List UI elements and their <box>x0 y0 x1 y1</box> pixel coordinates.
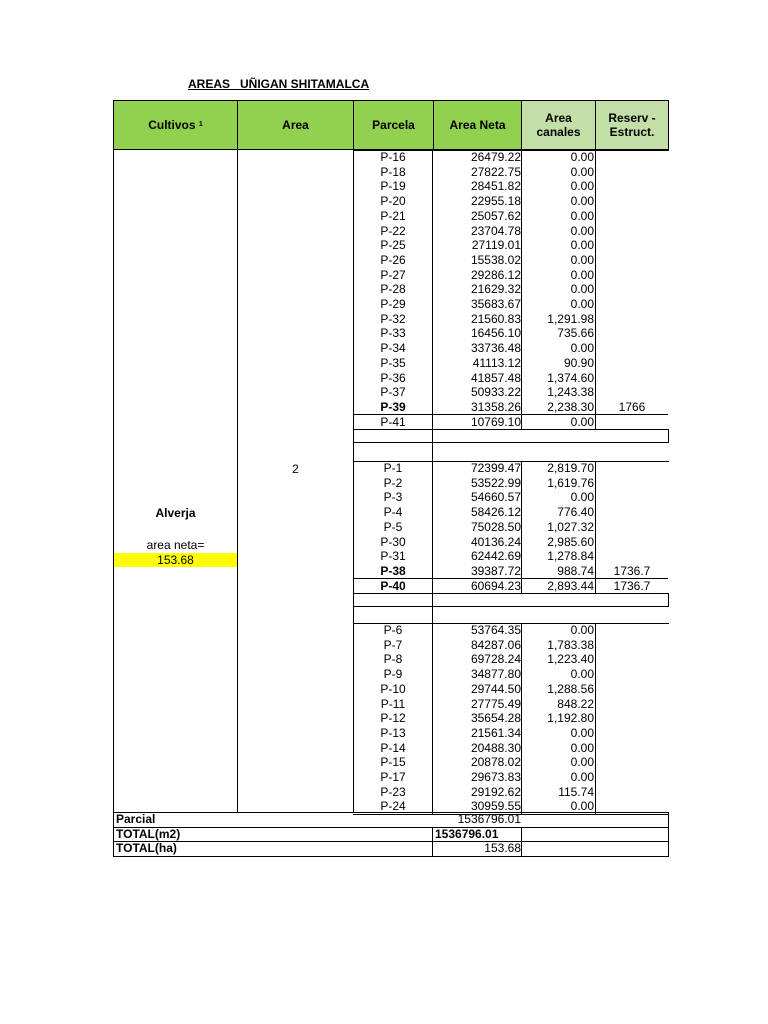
parcela-cell: P-12 <box>380 711 406 725</box>
area-neta-cell: 69728.24 <box>470 652 521 666</box>
area-neta-cell: 50933.22 <box>470 385 521 399</box>
reserv-cell <box>596 697 668 711</box>
area-neta-cell: 29744.50 <box>470 682 521 696</box>
area-canales-cell: 848.22 <box>557 697 594 711</box>
parcial-value: 1536796.01 <box>457 812 521 826</box>
reserv-divider <box>595 150 596 429</box>
area-canales-cell: 2,893.44 <box>547 579 594 593</box>
area-neta-cell: 16456.10 <box>470 326 521 340</box>
area-neta-highlight: 153.68 <box>114 553 237 567</box>
parcela-cell: P-29 <box>380 297 406 311</box>
area-canales-cell: 2,238.30 <box>547 400 594 414</box>
area-canales-cell: 1,278.84 <box>547 549 594 563</box>
parcela-cell: P-35 <box>380 356 406 370</box>
reserv-divider <box>595 461 596 593</box>
spacer-divider <box>432 429 433 442</box>
area-neta-cell: 25057.62 <box>470 209 521 223</box>
area-canales-cell: 0.00 <box>570 755 594 769</box>
spacer-line <box>353 442 669 443</box>
table-left-border <box>113 150 114 857</box>
area-neta-cell: 39387.72 <box>470 564 521 578</box>
area-canales-cell: 1,288.56 <box>547 682 594 696</box>
reserv-cell <box>596 297 668 311</box>
area-value: 2 <box>292 462 299 476</box>
area-canales-cell: 735.66 <box>557 326 594 340</box>
area-canales-cell: 0.00 <box>570 282 594 296</box>
reserv-cell <box>596 371 668 385</box>
area-canales-cell: 0.00 <box>570 150 594 164</box>
spacer-right <box>668 593 669 607</box>
spacer-divider-2 <box>432 606 433 623</box>
reserv-cell <box>596 711 668 725</box>
parcela-cell: P-37 <box>380 385 406 399</box>
reserv-cell <box>596 770 668 784</box>
area-canales-cell: 988.74 <box>557 564 594 578</box>
reserv-cell <box>596 638 668 652</box>
header-area-neta-label: Area Neta <box>449 118 506 132</box>
parcela-cell: P-34 <box>380 341 406 355</box>
area-neta-cell: 60694.23 <box>470 579 521 593</box>
area-neta-cell: 62442.69 <box>470 549 521 563</box>
area-canales-cell: 1,619.76 <box>547 476 594 490</box>
reserv-cell <box>596 150 668 164</box>
area-canales-cell: 0.00 <box>570 415 594 429</box>
total-m2-value: 1536796.01 <box>435 827 499 841</box>
reserv-cell <box>596 312 668 326</box>
area-neta-cell: 20878.02 <box>470 755 521 769</box>
reserv-cell <box>596 549 668 563</box>
parcial-label: Parcial <box>116 812 156 826</box>
area-canales-cell: 0.00 <box>570 341 594 355</box>
area-neta-cell: 40136.24 <box>470 535 521 549</box>
area-canales-cell: 0.00 <box>570 165 594 179</box>
area-neta-cell: 30959.55 <box>470 799 521 813</box>
reserv-cell <box>596 682 668 696</box>
parcela-cell: P-15 <box>380 755 406 769</box>
reserv-cell <box>596 799 668 813</box>
area-canales-cell: 0.00 <box>570 238 594 252</box>
reserv-cell <box>596 356 668 370</box>
area-canales-cell: 0.00 <box>570 770 594 784</box>
parcela-cell: P-39 <box>380 400 406 414</box>
area-canales-cell: 0.00 <box>570 179 594 193</box>
area-neta-cell: 41857.48 <box>470 371 521 385</box>
parcela-cell: P-9 <box>383 667 403 681</box>
header-cultivos-footnote: 1 <box>198 121 203 128</box>
parcela-cell: P-22 <box>380 224 406 238</box>
parcela-cell: P-40 <box>380 579 406 593</box>
area-neta-label: area neta= <box>146 538 205 552</box>
reserv-cell <box>596 652 668 666</box>
reserv-cell <box>596 623 668 637</box>
spacer-divider <box>432 593 433 606</box>
spacer-divider-2 <box>432 442 433 461</box>
reserv-cell <box>596 385 668 399</box>
reserv-cell <box>596 535 668 549</box>
reserv-cell <box>596 415 668 429</box>
neta-divider <box>432 150 433 429</box>
reserv-cell: 1736.7 <box>613 564 651 578</box>
area-canales-cell: 0.00 <box>570 490 594 504</box>
total-ha-value: 153.68 <box>484 841 521 855</box>
area-neta-cell: 21561.34 <box>470 726 521 740</box>
table-title: AREAS UÑIGAN SHITAMALCA <box>188 77 370 91</box>
reserv-cell <box>596 194 668 208</box>
area-neta-cell: 35654.28 <box>470 711 521 725</box>
area-neta-cell: 29192.62 <box>470 785 521 799</box>
reserv-cell: 1766 <box>618 400 646 414</box>
parcela-cell: P-16 <box>380 150 406 164</box>
area-neta-cell: 27822.75 <box>470 165 521 179</box>
area-canales-cell: 0.00 <box>570 623 594 637</box>
area-neta-cell: 21560.83 <box>470 312 521 326</box>
reserv-cell <box>596 490 668 504</box>
header-reserv <box>595 100 669 150</box>
parcela-cell: P-20 <box>380 194 406 208</box>
area-neta-cell: 31358.26 <box>470 400 521 414</box>
area-neta-cell: 27775.49 <box>470 697 521 711</box>
area-canales-cell: 90.90 <box>563 356 594 370</box>
area-neta-cell: 10769.10 <box>470 415 521 429</box>
spacer-line <box>353 606 669 607</box>
reserv-cell <box>596 238 668 252</box>
parcela-cell: P-27 <box>380 268 406 282</box>
spacer-right <box>668 429 669 443</box>
reserv-cell <box>596 461 668 475</box>
area-canales-cell: 0.00 <box>570 268 594 282</box>
header-cultivos-label: Cultivos <box>148 118 196 132</box>
parcela-cell: P-21 <box>380 209 406 223</box>
area-canales-cell: 1,291.98 <box>547 312 594 326</box>
area-neta-cell: 53764.35 <box>470 623 521 637</box>
reserv-cell <box>596 755 668 769</box>
canales-divider <box>521 623 522 814</box>
parcela-cell: P-33 <box>380 326 406 340</box>
reserv-cell: 1736.7 <box>613 579 651 593</box>
area-canales-cell: 1,027.32 <box>547 520 594 534</box>
reserv-cell <box>596 726 668 740</box>
parcela-cell: P-19 <box>380 179 406 193</box>
parcela-cell: P-3 <box>383 490 403 504</box>
area-neta-cell: 33736.48 <box>470 341 521 355</box>
header-cultivos <box>113 100 238 150</box>
area-neta-cell: 21629.32 <box>470 282 521 296</box>
parcela-cell: P-6 <box>383 623 403 637</box>
area-neta-cell: 41113.12 <box>472 356 521 370</box>
parcela-cell: P-36 <box>380 371 406 385</box>
area-canales-cell: 1,783.38 <box>547 638 594 652</box>
crop-name: Alverja <box>155 506 196 520</box>
area-canales-cell: 1,192.80 <box>547 711 594 725</box>
cultivos-area-divider <box>237 150 238 812</box>
area-neta-cell: 29286.12 <box>470 268 521 282</box>
area-canales-cell: 0.00 <box>570 726 594 740</box>
area-neta-cell: 23704.78 <box>470 224 521 238</box>
area-neta-cell: 84287.06 <box>470 638 521 652</box>
parcela-cell: P-11 <box>380 697 406 711</box>
area-neta-cell: 58426.12 <box>470 505 521 519</box>
header-parcela <box>353 100 434 150</box>
parcela-cell: P-13 <box>380 726 406 740</box>
header-area-label: Area <box>282 118 309 132</box>
area-canales-cell: 0.00 <box>570 224 594 238</box>
area-canales-cell: 0.00 <box>570 297 594 311</box>
reserv-cell <box>596 209 668 223</box>
area-neta-cell: 34877.80 <box>470 667 521 681</box>
parcela-cell: P-18 <box>380 165 406 179</box>
reserv-divider <box>595 623 596 814</box>
area-neta-cell: 26479.22 <box>470 150 521 164</box>
area-canales-cell: 1,243.38 <box>547 385 594 399</box>
area-canales-cell: 0.00 <box>570 194 594 208</box>
area-neta-cell: 75028.50 <box>470 520 521 534</box>
parcela-cell: P-25 <box>380 238 406 252</box>
header-area-canales <box>521 100 596 150</box>
area-canales-cell: 0.00 <box>570 799 594 813</box>
reserv-cell <box>596 741 668 755</box>
table-bottom-border <box>113 856 668 857</box>
header-area <box>237 100 354 150</box>
area-neta-cell: 27119.01 <box>471 238 521 252</box>
reserv-cell <box>596 224 668 238</box>
canales-divider <box>521 150 522 429</box>
parcela-cell: P-2 <box>383 476 403 490</box>
reserv-cell <box>596 268 668 282</box>
parcela-cell: P-41 <box>380 415 406 429</box>
header-area-neta <box>433 100 522 150</box>
neta-divider <box>432 623 433 814</box>
header-reserv-label: Reserv - Estruct. <box>608 111 656 139</box>
reserv-cell <box>596 520 668 534</box>
canales-divider <box>521 461 522 593</box>
area-canales-cell: 2,985.60 <box>547 535 594 549</box>
area-canales-cell: 776.40 <box>557 505 594 519</box>
area-canales-cell: 2,819.70 <box>547 461 594 475</box>
area-canales-cell: 0.00 <box>570 667 594 681</box>
parcela-cell: P-5 <box>383 520 403 534</box>
area-canales-cell: 0.00 <box>570 741 594 755</box>
area-neta-cell: 28451.82 <box>470 179 521 193</box>
parcela-cell: P-38 <box>380 564 406 578</box>
area-canales-cell: 0.00 <box>570 253 594 267</box>
group-bottom-border <box>353 593 669 594</box>
reserv-cell <box>596 253 668 267</box>
header-parcela-label: Parcela <box>372 118 415 132</box>
header-area-canales-label: Area canales <box>536 111 581 139</box>
parcela-cell: P-14 <box>380 741 406 755</box>
reserv-cell <box>596 476 668 490</box>
area-canales-cell: 1,223.40 <box>547 652 594 666</box>
area-canales-cell: 115.74 <box>558 785 594 799</box>
parcela-cell: P-1 <box>383 461 403 475</box>
area-canales-cell: 0.00 <box>570 209 594 223</box>
neta-divider <box>432 461 433 593</box>
parcela-cell: P-8 <box>383 652 403 666</box>
parcela-cell: P-26 <box>380 253 406 267</box>
total-m2-label: TOTAL(m2) <box>116 827 181 841</box>
parcela-cell: P-7 <box>383 638 403 652</box>
parcela-cell: P-17 <box>380 770 406 784</box>
reserv-cell <box>596 785 668 799</box>
parcela-cell: P-28 <box>380 282 406 296</box>
area-neta-cell: 53522.99 <box>470 476 521 490</box>
parcela-cell: P-10 <box>380 682 406 696</box>
reserv-cell <box>596 179 668 193</box>
reserv-cell <box>596 326 668 340</box>
total-m2-row-divider <box>113 827 668 828</box>
totals-canales-divider <box>521 827 522 857</box>
parcela-cell: P-24 <box>380 799 406 813</box>
table-right-border-bottom <box>668 812 669 857</box>
area-neta-cell: 35683.67 <box>470 297 521 311</box>
area-neta-cell: 20488.30 <box>470 741 521 755</box>
reserv-cell <box>596 505 668 519</box>
area-neta-cell: 29673.83 <box>470 770 521 784</box>
area-neta-cell: 15538.02 <box>470 253 521 267</box>
parcela-cell: P-31 <box>380 549 406 563</box>
area-neta-cell: 72399.47 <box>470 461 521 475</box>
reserv-cell <box>596 667 668 681</box>
parcela-cell: P-4 <box>383 505 403 519</box>
area-neta-cell: 22955.18 <box>470 194 521 208</box>
parcela-cell: P-23 <box>380 785 406 799</box>
total-ha-label: TOTAL(ha) <box>116 841 177 855</box>
reserv-cell <box>596 341 668 355</box>
group-bottom-border <box>353 429 669 430</box>
parcela-cell: P-30 <box>380 535 406 549</box>
total-ha-row-divider <box>113 841 668 842</box>
parcela-cell: P-32 <box>380 312 406 326</box>
reserv-cell <box>596 282 668 296</box>
area-canales-cell: 1,374.60 <box>547 371 594 385</box>
reserv-cell <box>596 165 668 179</box>
area-neta-cell: 54660.57 <box>470 490 521 504</box>
